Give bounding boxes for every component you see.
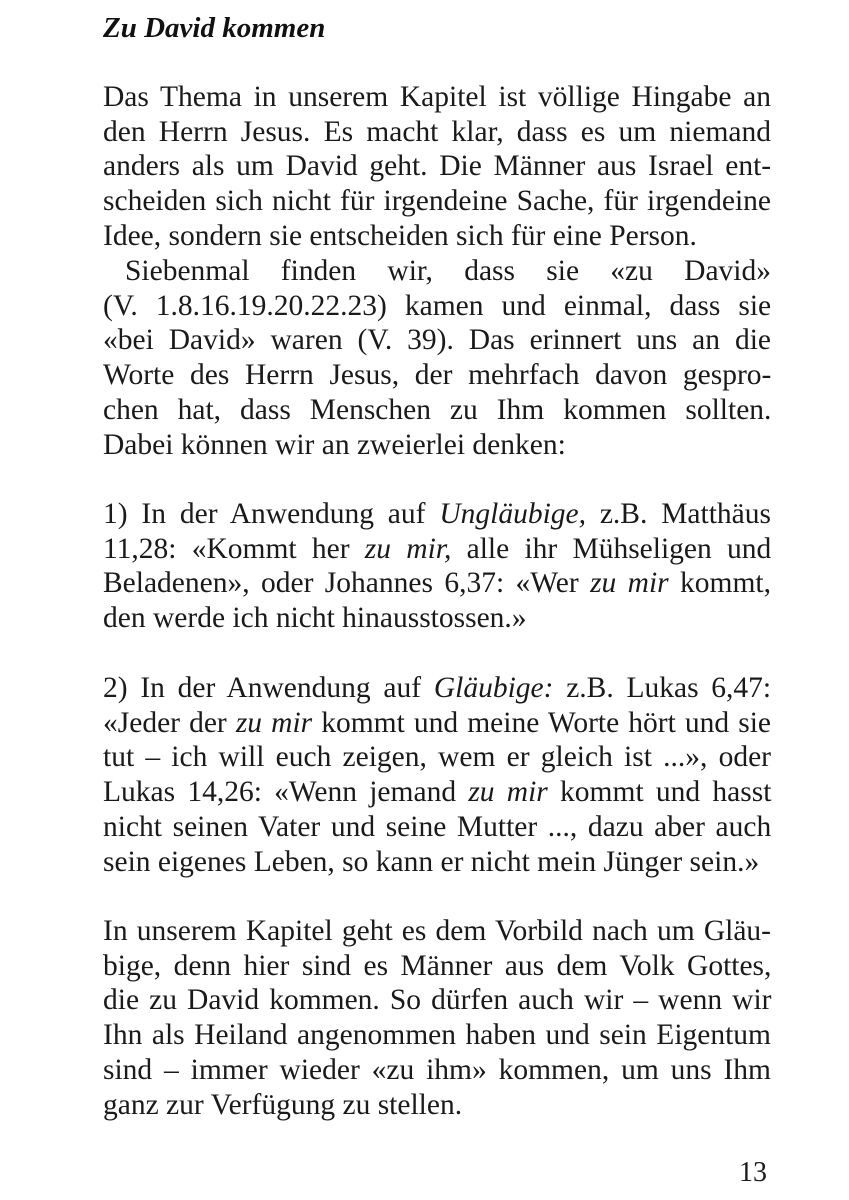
text-segment: 2) In der Anwendung auf [103,672,434,704]
text-segment: Beladenen», oder Johannes 6,37: «Wer [103,567,591,600]
emphasis: zu mir [468,776,548,809]
text-line [103,566,771,601]
text-line [103,706,771,741]
text-line: «bei David» waren (V. 39). Das erinnert uns an die [103,324,771,357]
emphasis: zu mir [590,567,669,600]
text-line [103,497,771,532]
text-line: Ihn als Heiland angenommen haben und sein Eigentum [103,1019,771,1052]
text-line: sind – immer wieder «zu ihm» kommen, um uns Ihm [103,1053,771,1086]
text-segment: 11,28: «Kommt her [103,532,365,565]
section-heading: Zu David kommen [103,12,326,44]
text-line: nicht seinen Vater und seine Mutter ..., dazu aber auch [103,810,772,843]
emphasis: zu mir [235,706,313,739]
text-line: den Herrn Jesus. Es macht klar, dass es um niemand [103,115,771,148]
text-segment: «Jeder der [103,706,236,739]
text-segment: 1) In der Anwendung auf [103,498,440,530]
text-line: tut – ich will euch zeigen, wem er gleich ist ...», oder [103,741,771,774]
text-line: Dabei können wir an zweierlei denken: [103,428,566,461]
text-line: Idee, sondern sie entscheiden sich für eine Person. [103,219,697,252]
text-line [103,532,771,567]
emphasis: zu mir, [364,532,452,565]
text-segment: kommt und meine Worte hört und sie [312,706,771,739]
text-line: die zu David kommen. So dürfen auch wir – wenn wir [103,984,772,1017]
paragraph-seven-times [103,254,771,462]
text-line [103,775,771,810]
text-segment: z.B. Lukas 6,47: [553,672,772,704]
text-line: den werde ich nicht hinausstossen.» [103,602,527,635]
text-line: bige, denn hier sind es Männer aus dem Volk Gottes, [103,949,772,982]
text-line: Worte des Herrn Jesus, der mehrfach davon gespro- [103,359,772,392]
text-line: (V. 1.8.16.19.20.22.23) kamen und einmal, dass sie [103,289,772,322]
text-line: chen hat, dass Menschen zu Ihm kommen sollten. [103,393,772,426]
emphasis: Ungläubige, [439,498,586,530]
page-number: 13 [739,1157,767,1188]
text-line: anders als um David geht. Die Männer aus Israel ent- [103,150,772,183]
paragraph-conclusion [103,914,771,1122]
text-line: ganz zur Verfügung zu stellen. [103,1088,463,1121]
text-segment: Lukas 14,26: «Wenn jemand [103,776,469,809]
text-segment: alle ihr Mühseligen und [451,532,772,565]
text-line: sein eigenes Leben, so kann er nicht mein Jünger sein.» [103,845,760,878]
text-segment: kommt und hasst [547,776,772,809]
text-segment: z.B. Matthäus [585,498,771,530]
paragraph-point-1 [103,497,771,636]
emphasis: Gläubige: [433,672,554,704]
paragraph-intro [103,80,771,254]
text-line: scheiden sich nicht für irgendeine Sache, für irgendeine [103,185,771,218]
text-line: Das Thema in unserem Kapitel ist völlige Hingabe an [103,81,771,113]
paragraph-point-2 [103,671,771,879]
text-segment: kommt, [668,567,771,600]
text-line: Siebenmal finden wir, dass sie «zu David» [125,255,771,287]
text-line: In unserem Kapitel geht es dem Vorbild nach um Gläu- [103,915,771,947]
text-line [103,671,771,706]
